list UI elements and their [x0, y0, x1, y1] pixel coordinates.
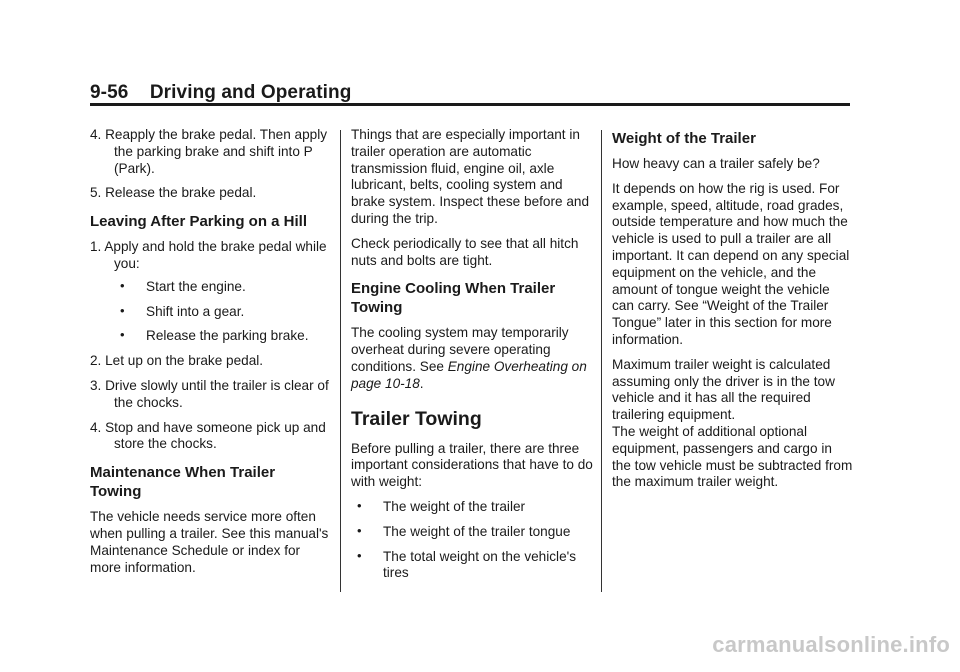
bullet-icon: •: [357, 547, 362, 563]
cooling-heading: Engine Cooling When Trailer Towing: [351, 280, 556, 317]
column-divider-2: [601, 130, 602, 592]
header-rule: [90, 103, 850, 106]
park-step-4: 4. Reapply the brake pedal. Then apply the parking brake and shift into P (Park).: [90, 127, 328, 176]
list-item: • Start the engine.: [120, 277, 246, 294]
overheating-link[interactable]: Engine Overheating on page 10-18: [351, 358, 587, 391]
maintenance-body: The vehicle needs service more often when pulling a trailer. See this manual's Maintenance Schedule or index for more information.: [90, 509, 329, 575]
leaving-step-1: 1. Apply and hold the brake pedal while you:: [90, 239, 327, 271]
list-item: • The total weight on the vehicle's tires: [357, 547, 577, 581]
bullet-icon: •: [120, 302, 125, 318]
leaving-step-4: 4. Stop and have someone pick up and store the chocks.: [90, 419, 326, 452]
column-2: [351, 127, 593, 590]
list-item: • Shift into a gear.: [120, 302, 245, 319]
leaving-bullets: [90, 279, 330, 345]
weight-heading: Weight of the Trailer: [612, 130, 756, 147]
leaving-steps-list: [90, 239, 330, 273]
column-1: [90, 127, 330, 584]
weight-paragraph-2a: Maximum trailer weight is calculated assuming only the driver is in the tow vehicle and it has all the required trailering equipment.: [612, 356, 835, 423]
inspection-paragraph: Things that are especially important in trailer operation are automatic transmission fluid, engine oil, axle lubricant, belts, cooling system and brake system. Inspect these before and during the trip.: [351, 127, 590, 226]
weight-paragraph-2b: The weight of additional optional equipment, passengers and cargo in the tow vehicle must be subtracted from the maximum trailer weight.: [612, 423, 853, 490]
hitch-paragraph: Check periodically to see that all hitch nuts and bolts are tight.: [351, 235, 579, 268]
bullet-icon: •: [357, 522, 362, 538]
leaving-step-3: 3. Drive slowly until the trailer is clear of the chocks.: [90, 377, 329, 410]
park-steps-list: [90, 127, 330, 202]
leaving-steps-list-2: [90, 353, 330, 453]
cooling-body: The cooling system may temporarily overheat during severe operating conditions. See Engine Overheating on page 10-18.: [351, 325, 587, 391]
weight-question: How heavy can a trailer safely be?: [612, 156, 820, 171]
list-item: • The weight of the trailer: [357, 497, 526, 514]
weight-considerations-list: [351, 499, 593, 582]
park-step-5: 5. Release the brake pedal.: [90, 185, 257, 201]
leaving-heading: Leaving After Parking on a Hill: [90, 213, 307, 231]
watermark: carmanualsonline.info: [712, 632, 950, 657]
trailer-towing-heading: Trailer Towing: [351, 407, 482, 430]
list-item: • Release the parking brake.: [120, 327, 309, 344]
bullet-icon: •: [357, 497, 362, 513]
page-header: [90, 82, 351, 104]
weight-paragraph-1: It depends on how the rig is used. For example, speed, altitude, road grades, outside temperature and how much the vehicle is used to pull a trailer are all important. It can depend on any special equipment on the vehicle, and the amount of tongue weight the vehicle can carry. See “Weight of the Trailer Tongue” later in this section for more information.: [612, 180, 850, 347]
bullet-icon: •: [120, 277, 125, 293]
list-item: • The weight of the trailer tongue: [357, 522, 571, 539]
column-3: [612, 127, 854, 499]
towing-body: Before pulling a trailer, there are three important considerations that have to do with weight:: [351, 440, 593, 490]
maintenance-heading: Maintenance When Trailer Towing: [90, 464, 276, 501]
bullet-icon: •: [120, 327, 125, 343]
section-title: Driving and Operating: [149, 82, 352, 103]
column-divider-1: [340, 130, 341, 592]
leaving-step-2: 2. Let up on the brake pedal.: [90, 353, 264, 369]
page-number: 9-56: [90, 82, 129, 103]
